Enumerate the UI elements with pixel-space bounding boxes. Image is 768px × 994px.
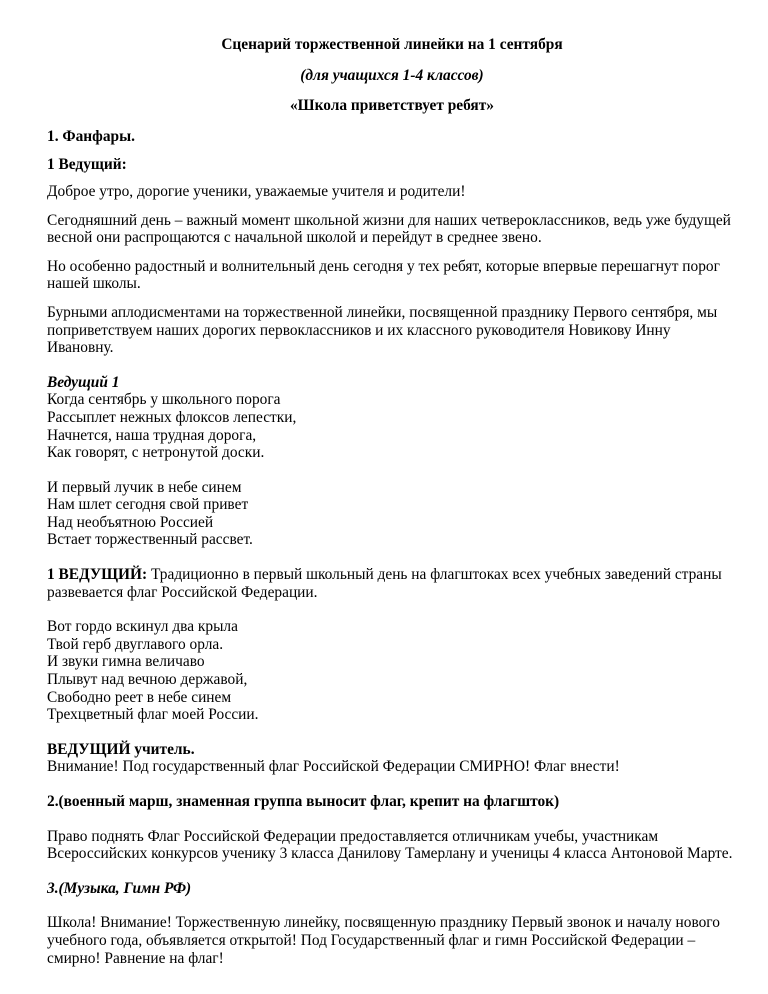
poem-1 (47, 374, 737, 462)
poem-line: И первый лучик в небе синем (47, 478, 242, 496)
section-1-heading: 1. Фанфары. (47, 127, 135, 145)
applause-paragraph: Бурными аплодисментами на торжественной линейки, посвященной празднику Первого сентября, мы поприветствуем наших дорогих первоклассников и их классного руководителя Новикову Инну Ивановну. (47, 303, 718, 357)
flag-raising-paragraph: Право поднять Флаг Российской Федерации предоставляется отличникам учебы, участникам Всероссийских конкурсов ученику 3 класса Данилову Тамерлану и ученицы 4 класса Антоновой Марте. (47, 827, 733, 863)
document-title: Сценарий торжественной линейки на 1 сентября (221, 36, 563, 53)
flag-intro-paragraph (47, 566, 737, 601)
poem-line: Как говорят, с нетронутой доски. (47, 444, 265, 462)
flag-intro-text: Традиционно в первый школьный день на флагштоках всех учебных заведений страны развевается флаг Российской Федерации. (47, 566, 722, 601)
poem-3 (47, 618, 737, 724)
poem-line: Когда сентябрь у школьного порога (47, 391, 281, 409)
poem-line: Твой герб двуглавого орла. (47, 635, 224, 653)
fourth-graders-paragraph: Сегодняшний день – важный момент школьной жизни для наших четвероклассников, ведь уже будущей весной они распрощаются с начальной школой и перейдут в среднее звено. (47, 211, 731, 247)
poem-line: Нам шлет сегодня свой привет (47, 496, 249, 514)
opening-paragraph: Школа! Внимание! Торжественную линейку, посвященную празднику Первый звонок и началу нового учебного года, объявляется открытой! Под Государственный флаг и гимн Российской Федерации – смирно! Равнение на флаг! (47, 914, 720, 967)
leader-1-label: 1 Ведущий: (47, 156, 127, 174)
document-page (47, 36, 737, 978)
poem-line: Рассыплет нежных флоксов лепестки, (47, 408, 297, 426)
first-graders-paragraph: Но особенно радостный и волнительный день сегодня у тех ребят, которые впервые перешагнут порог нашей школы. (47, 257, 720, 293)
poem-2 (47, 479, 737, 549)
flag-intro-leader: 1 ВЕДУЩИЙ: (47, 566, 148, 584)
poem-line: Начнется, наша трудная дорога, (47, 426, 257, 444)
poem-1-leader: Ведущий 1 (47, 373, 120, 391)
teacher-leader: ВЕДУЩИЙ учитель. (47, 740, 195, 758)
section-3-heading: 3.(Музыка, Гимн РФ) (47, 879, 192, 897)
poem-line: Встает торжественный рассвет. (47, 531, 253, 549)
document-motto: «Школа приветствует ребят» (289, 97, 495, 115)
greeting-paragraph: Доброе утро, дорогие ученики, уважаемые учителя и родители! (47, 182, 466, 200)
poem-line: Вот гордо вскинул два крыла (47, 618, 238, 636)
section-2-heading: 2.(военный марш, знаменная группа выносит флаг, крепит на флагшток) (47, 793, 560, 810)
poem-line: И звуки гимна величаво (47, 653, 205, 671)
poem-line: Свободно реет в небе синем (47, 688, 232, 706)
poem-line: Плывут над вечною державой, (47, 671, 248, 689)
poem-line: Трехцветный флаг моей России. (47, 706, 259, 724)
document-subtitle: (для учащихся 1-4 классов) (300, 66, 484, 84)
poem-line: Над необъятною Россией (47, 513, 214, 531)
teacher-command: Внимание! Под государственный флаг Российской Федерации СМИРНО! Флаг внести! (47, 758, 620, 776)
